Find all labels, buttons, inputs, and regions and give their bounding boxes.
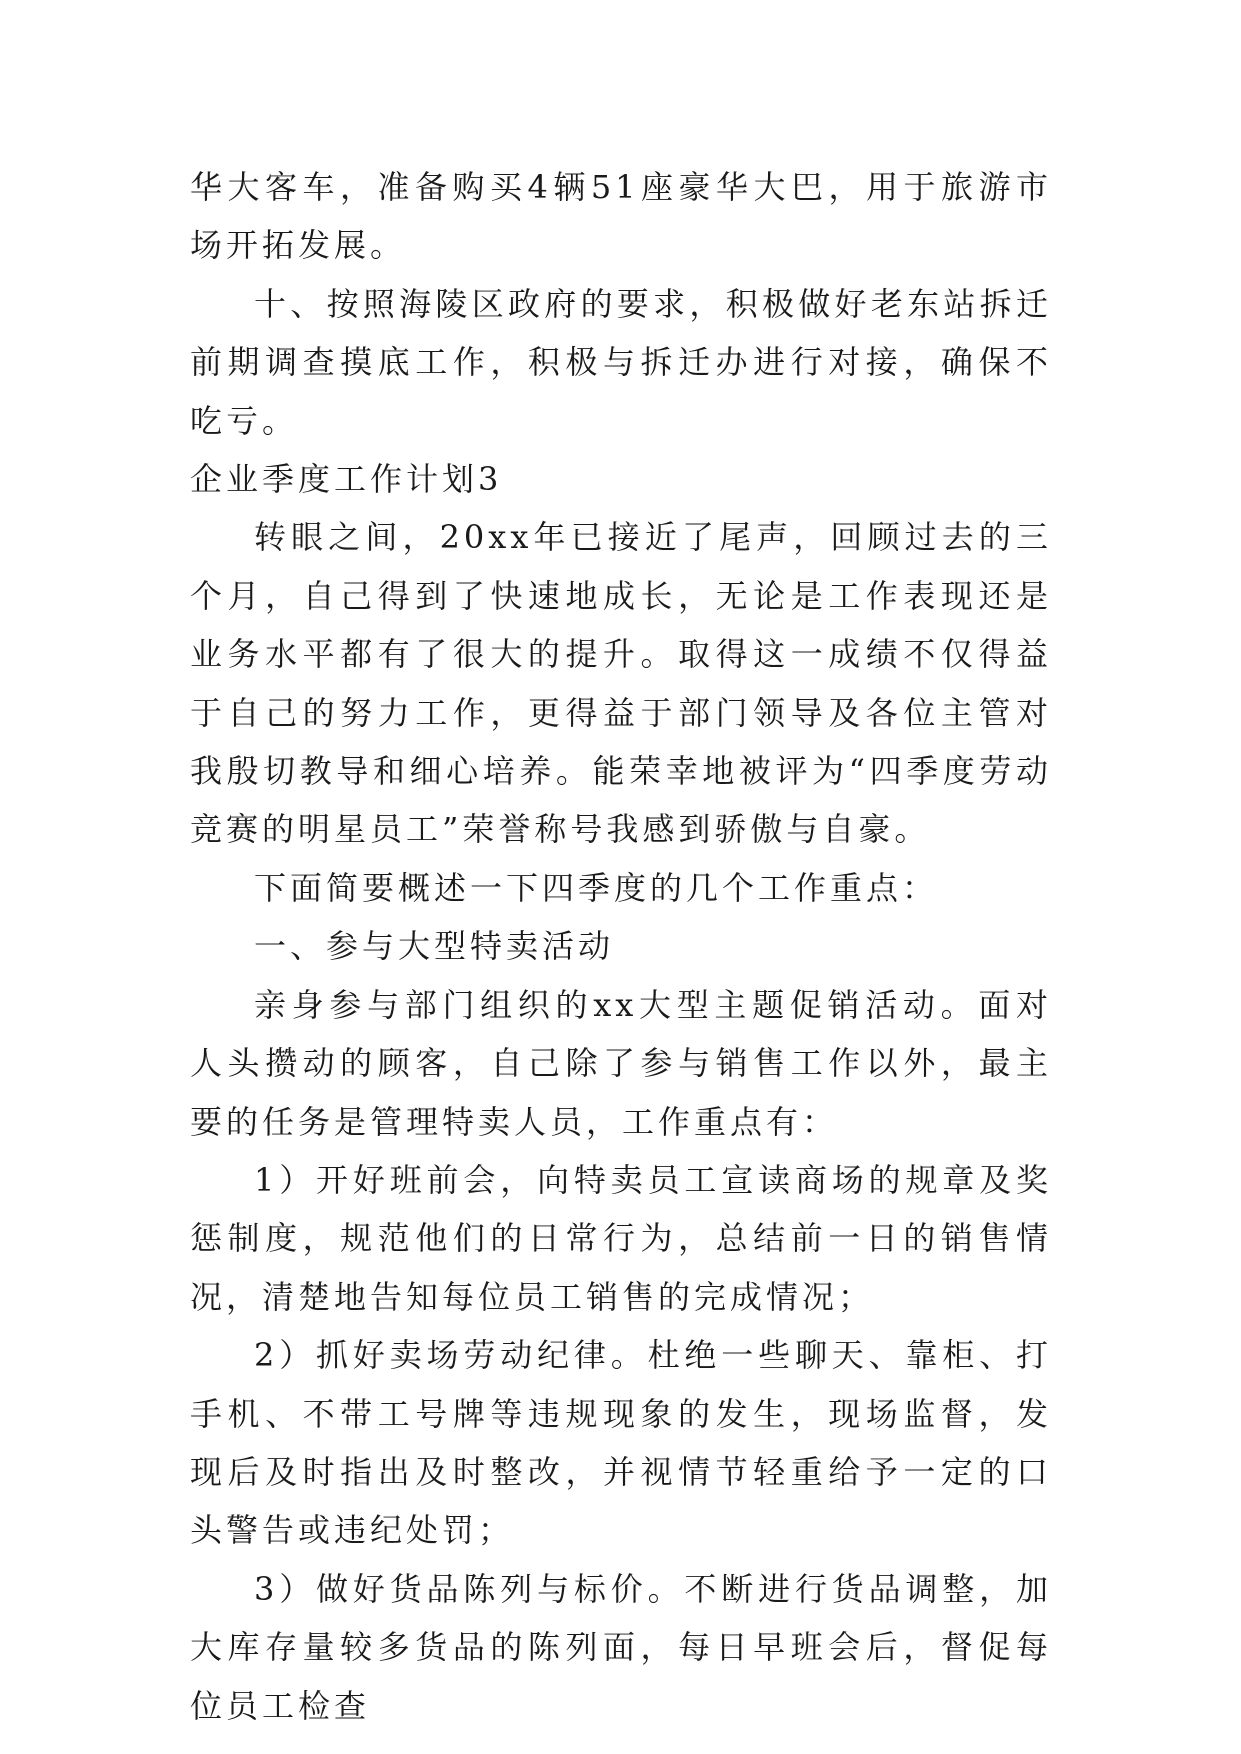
list-item-2: 2）抓好卖场劳动纪律。杜绝一些聊天、靠柜、打手机、不带工号牌等违规现象的发生，现场监督，发现后及时指出及时整改，并视情节轻重给予一定的口头警告或违纪处罚； <box>190 1336 1052 1550</box>
paragraph-item-ten: 十、按照海陵区政府的要求，积极做好老东站拆迁前期调查摸底工作，积极与拆迁办进行对接，确保不吃亏。 <box>190 284 1052 440</box>
list-item-3: 3）做好货品陈列与标价。不断进行货品调整，加大库存量较多货品的陈列面，每日早班会后，督促每位员工检查 <box>190 1569 1052 1725</box>
list-item-1: 1）开好班前会，向特卖员工宣读商场的规章及奖惩制度，规范他们的日常行为，总结前一日的销售情况，清楚地告知每位员工销售的完成情况； <box>190 1160 1052 1316</box>
paragraph-overview: 下面简要概述一下四季度的几个工作重点： <box>254 868 939 907</box>
paragraph-continuation: 华大客车，准备购买4辆51座豪华大巴，用于旅游市场开拓发展。 <box>190 168 1052 265</box>
document-body <box>190 158 1052 1735</box>
paragraph-promotion: 亲身参与部门组织的xx大型主题促销活动。面对人头攒动的顾客，自己除了参与销售工作以外，最主要的任务是管理特卖人员，工作重点有： <box>190 985 1052 1141</box>
section-heading: 企业季度工作计划3 <box>190 460 503 499</box>
subheading-one: 一、参与大型特卖活动 <box>254 927 615 966</box>
paragraph-intro: 转眼之间，20xx年已接近了尾声，回顾过去的三个月，自己得到了快速地成长，无论是工作表现还是业务水平都有了很大的提升。取得这一成绩不仅得益于自己的努力工作，更得益于部门领导及各位主管对我殷切教导和细心培养。能荣幸地被评为“四季度劳动竞赛的明星员工”荣誉称号我感到骄傲与自豪。 <box>190 518 1052 849</box>
